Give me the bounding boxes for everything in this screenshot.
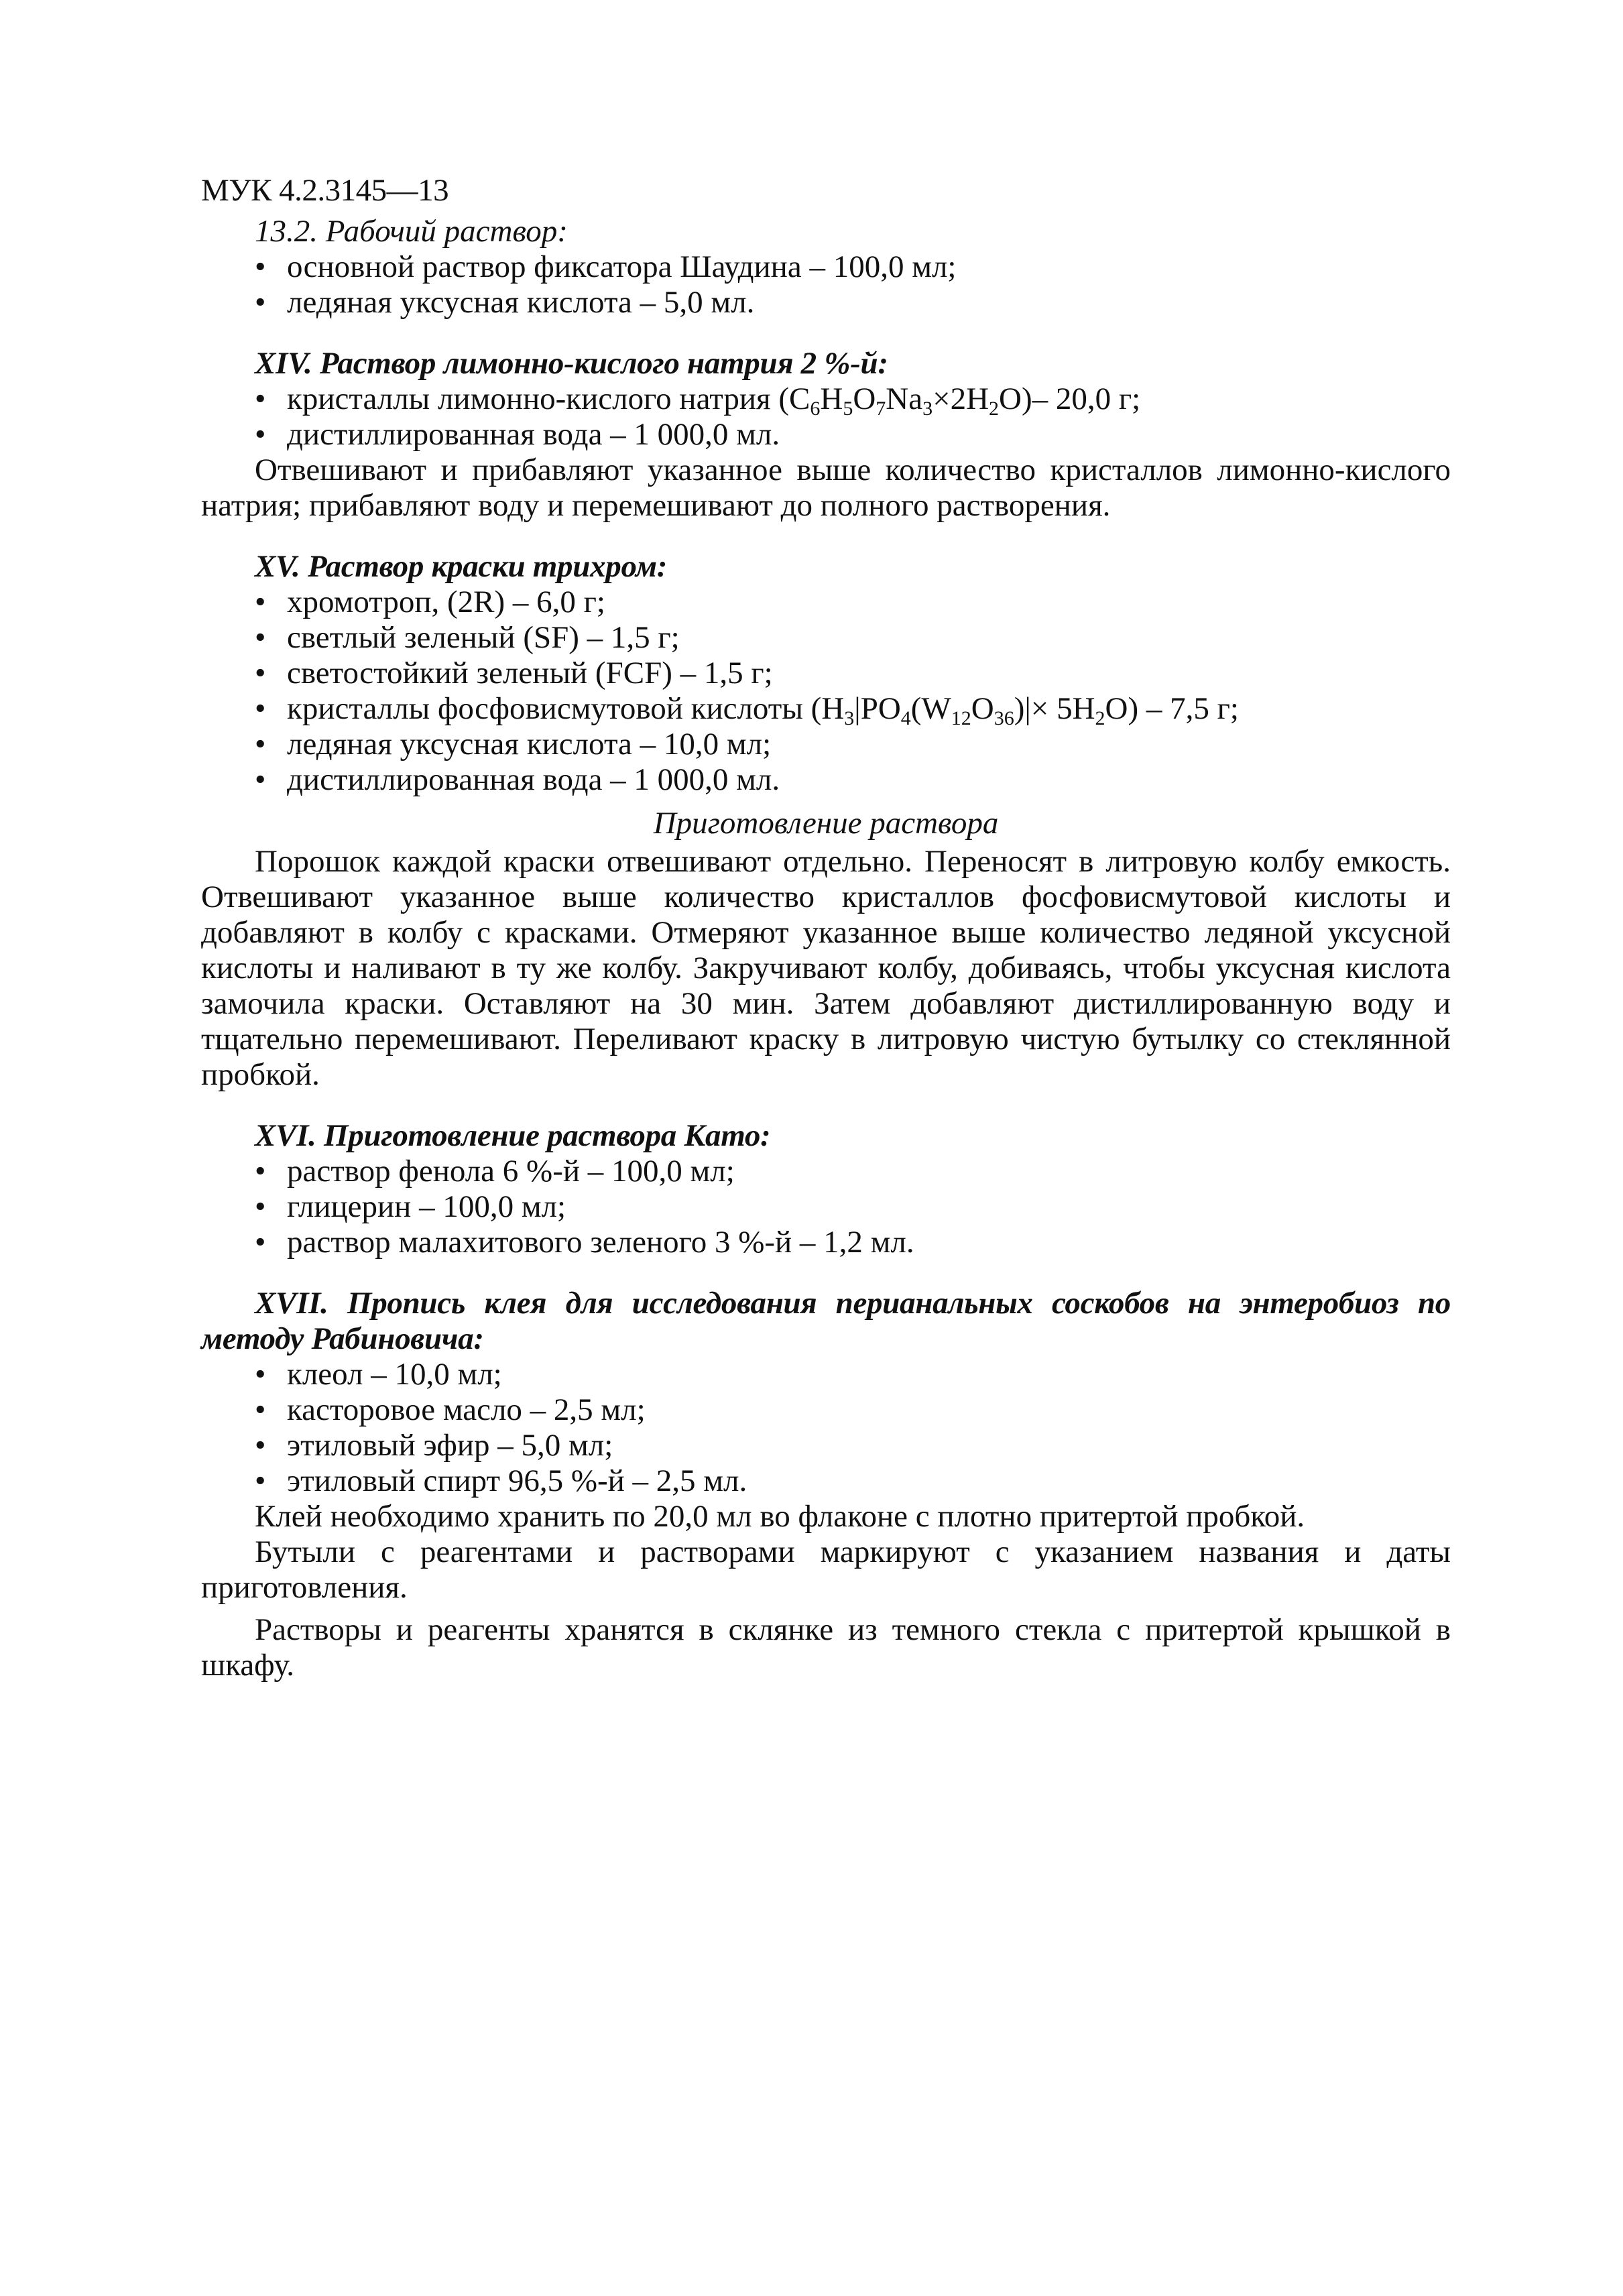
list-item: • светостойкий зеленый (FCF) – 1,5 г; [201, 656, 1451, 691]
document-code-header: МУК 4.2.3145—13 [201, 173, 449, 208]
section-title-xvi: XVI. Приготовление раствора Като: [255, 1118, 771, 1153]
paragraph-reagent-storage: Растворы и реагенты хранятся в склянке из темного стекла с притертой крышкой в шкафу. [201, 1612, 1451, 1683]
list-item: • ледяная уксусная кислота – 10,0 мл; [201, 727, 1451, 762]
paragraph-glue-storage: Клей необходимо хранить по 20,0 мл во флаконе с плотно притертой пробкой. [255, 1499, 1305, 1534]
list-item: • хромотроп, (2R) – 6,0 г; [201, 585, 1451, 620]
section-title-xvii: XVII. Пропись клея для исследования перианальных соскобов на энтеробиоз по методу Рабиновича: [201, 1286, 1451, 1356]
list-13-2 [201, 249, 1451, 320]
list-item: • дистиллированная вода – 1 000,0 мл. [201, 417, 1451, 452]
list-item: • основной раствор фиксатора Шаудина – 100,0 мл; [201, 249, 1451, 285]
list-item: • касторовое масло – 2,5 мл; [201, 1392, 1451, 1428]
list-item: • этиловый спирт 96,5 %-й – 2,5 мл. [201, 1463, 1451, 1499]
paragraph-xiv: Отвешивают и прибавляют указанное выше количество кристаллов лимонно-кислого натрия; прибавляют воду и перемешивают до полного растворения. [201, 452, 1451, 523]
list-item: • светлый зеленый (SF) – 1,5 г; [201, 620, 1451, 656]
list-item: • глицерин – 100,0 мл; [201, 1189, 1451, 1225]
section-title-xv: XV. Раствор краски трихром: [255, 549, 668, 584]
list-xiv [201, 381, 1451, 452]
subsection-title-13-2: 13.2. Рабочий раствор: [255, 214, 568, 249]
paragraph-preparation: Порошок каждой краски отвешивают отдельно. Переносят в литровую колбу емкость. Отвешивают указанное выше количество кристаллов фосфовисмутовой кислоты и добавляют в колбу с красками. Отмеряют указанное выше количество ледяной уксусной кислоты и наливают в ту же колбу. Закручивают колбу, добиваясь, чтобы уксусная кислота замочила краски. Оставляют на 30 мин. Затем добавляют дистиллированную воду и тщательно перемешивают. Переливают краску в литровую чистую бутылку со стеклянной пробкой. [201, 844, 1451, 1092]
list-item: • дистиллированная вода – 1 000,0 мл. [201, 762, 1451, 798]
list-item: • этиловый эфир – 5,0 мл; [201, 1428, 1451, 1463]
list-item-phosphotungstic-acid: • кристаллы фосфовисмутовой кислоты $(H_3|PO_4(W_{12}O_{36})|\times 5H_2O) - 7,5$ г; [201, 691, 1451, 727]
paragraph-labeling: Бутыли с реагентами и растворами маркируют с указанием названия и даты приготовления. [201, 1534, 1451, 1605]
list-item: • клеол – 10,0 мл; [201, 1357, 1451, 1392]
list-item: • ледяная уксусная кислота – 5,0 мл. [201, 285, 1451, 320]
list-xvii [201, 1357, 1451, 1499]
list-item-sodium-citrate: • кристаллы лимонно-кислого натрия $(C_6H_5O_7Na_3\times 2H_2O)-$ 20,0 г; [201, 381, 1451, 417]
list-item: • раствор малахитового зеленого 3 %-й – 1,2 мл. [201, 1225, 1451, 1260]
list-xv [201, 585, 1451, 798]
preparation-title: Приготовление раствора [653, 806, 999, 841]
page-content [201, 173, 1451, 1683]
list-xvi [201, 1154, 1451, 1260]
section-title-xiv: XIV. Раствор лимонно-кислого натрия 2 %-й: [255, 346, 888, 381]
list-item: • раствор фенола 6 %-й – 100,0 мл; [201, 1154, 1451, 1189]
